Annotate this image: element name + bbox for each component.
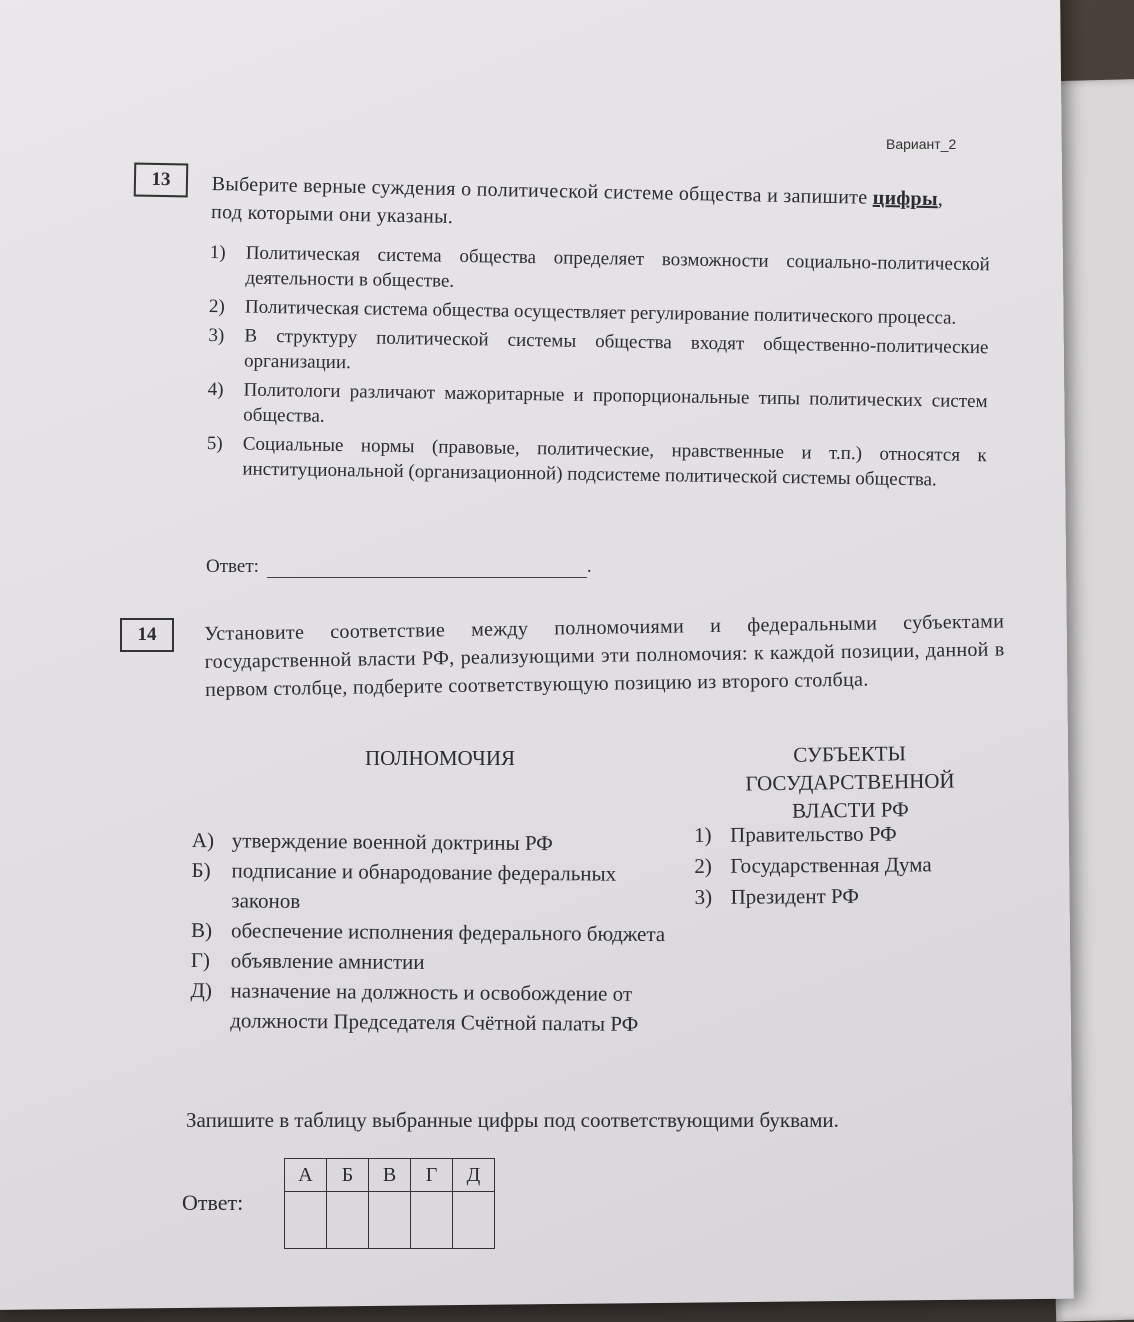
table-header-cell: Б [327, 1159, 369, 1192]
q13-prompt-start: Выберите верные суждения о политической системе общества и запишите [211, 172, 873, 209]
q13-option-text: Социальные нормы (правовые, политические, нравственные и т.п.) относятся к институциональной (организационной) подсистеме политической системы общества. [242, 433, 987, 491]
q14-number-box: 14 [120, 618, 174, 652]
authority-number: 3) [694, 884, 713, 909]
q13-answer-field[interactable] [267, 559, 587, 578]
table-header-cell: А [285, 1159, 327, 1192]
right-heading-line: СУБЪЕКТЫ [793, 741, 907, 767]
q13-option [206, 431, 987, 493]
table-header-cell: Г [411, 1159, 453, 1192]
answer-cell[interactable] [327, 1192, 369, 1249]
q13-option [209, 240, 990, 302]
q13-option [208, 323, 989, 385]
variant-label: Вариант_2 [886, 136, 957, 152]
power-item [191, 855, 672, 919]
power-letter: А) [191, 827, 215, 853]
q13-prompt-end: , под которыми они указаны. [210, 188, 944, 229]
q13-option-number: 3) [208, 324, 225, 347]
power-item [191, 945, 671, 979]
authority-item [694, 880, 994, 913]
authority-number: 2) [694, 853, 712, 878]
authority-text: Президент РФ [730, 883, 859, 909]
power-text: обеспечение исполнения федерального бюджета [230, 918, 666, 947]
left-column-heading: ПОЛНОМОЧИЯ [365, 746, 515, 770]
q13-answer [206, 556, 592, 578]
q13-prompt-bold: цифры [872, 186, 939, 211]
authority-text: Правительство РФ [730, 821, 897, 847]
power-item [192, 825, 672, 859]
q14-instruction: Запишите в таблицу выбранные цифры под соответствующими буквами. [186, 1108, 839, 1132]
power-text: подписание и обнародование федеральных законов [231, 858, 617, 913]
power-letter: Г) [190, 947, 211, 973]
authority-item [694, 818, 994, 851]
power-text: объявление амнистии [230, 948, 425, 975]
authority-item [694, 849, 994, 882]
answer-cell[interactable] [285, 1192, 327, 1249]
q13-option-number: 2) [208, 295, 225, 318]
answer-cell[interactable] [453, 1192, 495, 1249]
q13-option-text: Политическая система общества осуществляет регулирование политического процесса. [244, 296, 957, 329]
powers-list [190, 825, 672, 1039]
q13-options [206, 240, 990, 497]
q13-prompt [211, 170, 972, 242]
authority-text: Государственная Дума [730, 852, 932, 878]
power-item [191, 915, 671, 949]
right-column-heading [719, 738, 980, 826]
power-item [190, 975, 671, 1039]
authorities-list [694, 818, 995, 913]
q13-option-text: Политическая система общества определяет возможности социально-политической деятельности в обществе. [245, 242, 990, 292]
answer-cell[interactable] [411, 1192, 453, 1249]
q14-answer-label: Ответ: [182, 1190, 244, 1215]
q13-option-text: В структуру политической системы общества входят общественно-политические организации. [243, 325, 989, 374]
power-text: назначение на должность и освобождение от должности Председателя Счётной палаты РФ [230, 978, 639, 1036]
authority-number: 1) [694, 822, 712, 847]
right-heading-line: ГОСУДАРСТВЕННОЙ [745, 768, 955, 796]
right-heading-line: ВЛАСТИ РФ [791, 797, 909, 823]
q13-option-number: 4) [207, 378, 224, 401]
power-letter: Д) [190, 977, 212, 1003]
q14-answer-table [284, 1158, 495, 1249]
q13-answer-label: Ответ: [206, 556, 259, 577]
table-header-cell: В [369, 1159, 411, 1192]
table-header-cell: Д [453, 1159, 495, 1192]
power-letter: Б) [191, 857, 211, 883]
q13-number-box: 13 [134, 163, 189, 198]
answer-cell[interactable] [369, 1192, 411, 1249]
q14-prompt: Установите соответствие между полномочиями и федеральными субъектами государственной власти РФ, реализующими эти полномочия: к каждой позиции, данной в первом столбце, подберите соответствующую позицию из второго столбца. [204, 610, 1005, 701]
power-letter: В) [190, 917, 213, 943]
q13-option-text: Политологи различают мажоритарные и пропорциональные типы политических систем общества. [243, 379, 988, 427]
power-text: утверждение военной доктрины РФ [231, 828, 553, 856]
q13-option-number: 1) [209, 241, 226, 264]
q13-option [207, 377, 988, 439]
q13-option-number: 5) [206, 432, 223, 455]
q13-answer-period: . [586, 556, 592, 577]
